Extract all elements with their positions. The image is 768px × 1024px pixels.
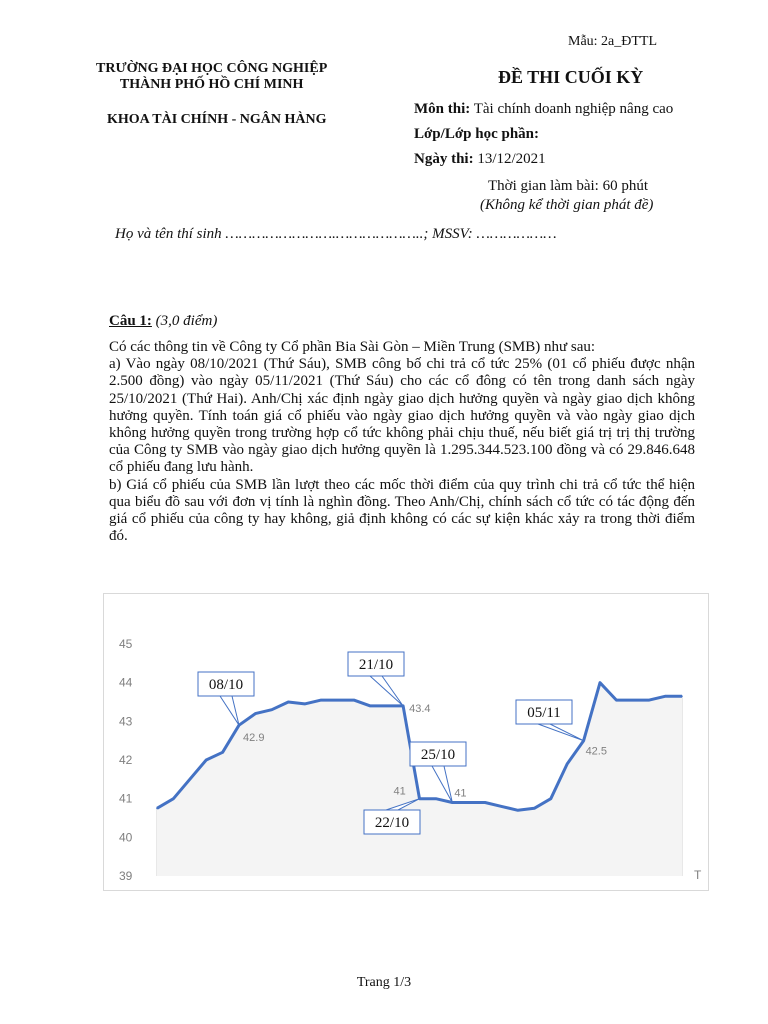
faculty-name: KHOA TÀI CHÍNH - NGÂN HÀNG — [107, 112, 327, 127]
callout-text: 22/10 — [374, 815, 410, 831]
y-tick-label: 45 — [119, 637, 133, 651]
data-label: 43.4 — [409, 702, 431, 715]
callout-pointer — [538, 724, 584, 741]
data-point — [468, 802, 470, 804]
data-label: 41 — [454, 787, 467, 800]
exam-duration-note: (Không kể thời gian phát đề) — [480, 197, 654, 213]
y-tick-label: 42 — [119, 753, 133, 767]
callout-text: 25/10 — [420, 747, 456, 763]
question-part-a: a) Vào ngày 08/10/2021 (Thứ Sáu), SMB công bố chi trả cổ tức 25% (01 cổ phiếu được nhận 2.500 đồng) vào ngày 05/11/2021 (Thứ Sáu) cho các cổ đông có tên trong danh sách ngày 25/10/2021 (Thứ Hai). Anh/Chị xác định ngày giao dịch hưởng quyền và ngày giao dịch không hưởng quyền. Tính toán giá cổ phiếu vào ngày giao dịch hưởng quyền và vào ngày giao dịch không hưởng quyền trong trường hợp cổ tức không phải chịu thuế, nếu biết giá trị trị thị trường của Công ty SMB vào ngày giao dịch hưởng quyền là 1.295.344.523.100 đồng và có 29.846.648 cổ phiếu đang lưu hành. — [109, 356, 695, 476]
data-label: 42.9 — [243, 732, 265, 745]
callout-pointer — [220, 696, 239, 725]
y-tick-label: 44 — [119, 675, 133, 690]
callout-pointer — [432, 766, 452, 803]
data-point — [156, 808, 158, 810]
data-point — [616, 699, 618, 701]
data-point — [599, 682, 601, 684]
data-point — [255, 713, 257, 715]
callout-text: 08/10 — [208, 677, 244, 693]
date-value: 13/12/2021 — [477, 151, 546, 167]
data-point — [517, 809, 519, 811]
data-point — [369, 705, 371, 707]
data-point — [435, 798, 437, 800]
subject-value: Tài chính doanh nghiệp nâng cao — [473, 101, 674, 117]
data-point — [648, 699, 650, 701]
y-tick-label: 43 — [119, 714, 133, 729]
class-line — [414, 126, 539, 143]
data-point — [337, 699, 339, 701]
question-points: (3,0 điểm) — [155, 313, 218, 329]
date-label: Ngày thi: — [414, 151, 474, 167]
data-point — [550, 798, 552, 800]
data-point — [681, 695, 683, 697]
y-tick-label: 40 — [119, 830, 133, 845]
question-intro: Có các thông tin về Công ty Cổ phần Bia Sài Gòn – Miền Trung (SMB) như sau: — [109, 339, 596, 355]
data-point — [205, 759, 207, 761]
school-line-2: THÀNH PHỐ HỒ CHÍ MINH — [119, 77, 304, 92]
candidate-info-line: Họ và tên thí sinh …………………….………………..; MSSV: ……………… — [115, 226, 557, 242]
data-point — [320, 699, 322, 701]
y-tick-label: 39 — [119, 869, 133, 883]
data-label: 41 — [393, 785, 406, 798]
date-callout — [198, 672, 254, 725]
exam-title: ĐỀ THI CUỐI KỲ — [498, 67, 644, 87]
data-point — [222, 751, 224, 753]
x-axis-label: T — [694, 868, 702, 882]
data-point — [386, 705, 388, 707]
data-point — [304, 703, 306, 705]
data-point — [189, 779, 191, 781]
date-line — [414, 151, 546, 168]
question-body — [109, 339, 695, 545]
subject-line — [414, 101, 673, 118]
callout-pointer — [370, 676, 403, 706]
school-name — [96, 61, 327, 93]
data-point — [484, 802, 486, 804]
callout-text: 21/10 — [358, 657, 394, 673]
data-point — [353, 699, 355, 701]
data-point — [534, 808, 536, 810]
y-tick-label: 41 — [119, 791, 133, 806]
data-point — [665, 695, 667, 697]
data-point — [271, 709, 273, 711]
data-point — [566, 763, 568, 765]
subject-label: Môn thi: — [414, 101, 471, 117]
data-point — [632, 699, 634, 701]
chart-svg — [104, 594, 708, 890]
stock-price-chart — [103, 593, 709, 891]
data-point — [173, 798, 175, 800]
date-callout — [516, 700, 584, 741]
question-heading — [109, 313, 217, 330]
data-point — [287, 701, 289, 703]
date-callout — [348, 652, 404, 706]
question-label: Câu 1: — [109, 313, 152, 329]
callout-text: 05/11 — [527, 705, 561, 721]
data-label: 42.5 — [585, 745, 607, 758]
class-label: Lớp/Lớp học phần: — [414, 126, 539, 142]
exam-duration: Thời gian làm bài: 60 phút — [488, 178, 648, 194]
question-part-b: b) Giá cổ phiếu của SMB lần lượt theo các mốc thời điểm của quy trình chi trả cổ tức thể hiện qua biểu đồ sau với đơn vị tính là nghìn đồng. Theo Anh/Chị, chính sách cổ tức có tác động đến giá cổ phiếu của công ty hay không, giả định không có các sự kiện khác xảy ra trong thời điểm đó. — [109, 476, 695, 545]
school-line-1: TRƯỜNG ĐẠI HỌC CÔNG NGHIỆP — [96, 61, 328, 76]
form-code: Mẫu: 2a_ĐTTL — [568, 34, 658, 49]
data-point — [501, 806, 503, 808]
page-number: Trang 1/3 — [356, 975, 412, 990]
